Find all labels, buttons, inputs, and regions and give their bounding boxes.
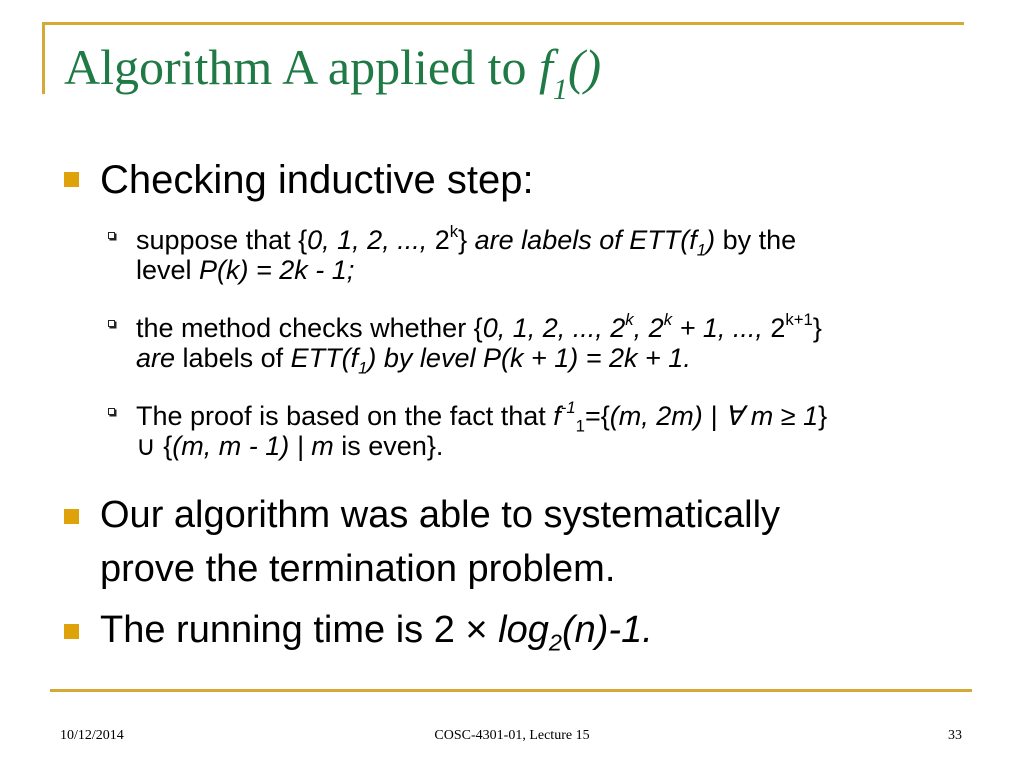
footer-course: COSC-4301-01, Lecture 15 <box>434 728 590 743</box>
bullet-our-algorithm-line2: prove the termination problem. <box>100 548 616 590</box>
bullet-square-icon <box>64 509 79 524</box>
footer-date: 10/12/2014 <box>60 728 124 743</box>
bullet-square-icon <box>64 624 79 639</box>
sub-bullet-icon <box>108 320 115 327</box>
top-rule <box>42 22 964 25</box>
bullet-our-algorithm: Our algorithm was able to systematically <box>100 494 781 536</box>
sub-bullet-icon <box>108 408 115 415</box>
sub-bullet-icon <box>108 232 115 239</box>
left-rule <box>42 22 45 94</box>
bullet-square-icon <box>64 172 79 187</box>
slide-title: Algorithm A applied to $f_1()$ <box>64 39 602 106</box>
sub-bullet-method-checks-line2: are labels of $ETT(f_1)$ by level P(k + 1) = 2k + 1. <box>136 343 691 378</box>
sub-bullet-method-checks: the method checks whether {0, 1, 2, ..., 2$^k$, $2^k + 1$, ..., $2^{k+1}$} <box>136 310 822 343</box>
sub-bullet-proof: The proof is based on the fact that $f^{-1}_1=\{(m$, 2m) | ∀ m ≥ 1} <box>136 398 828 436</box>
footer-page-number: 33 <box>948 728 962 743</box>
sub-bullet-suppose-line2: level P(k) = 2k - 1; <box>136 255 355 285</box>
bullet-checking-inductive-step: Checking inductive step: <box>100 158 534 202</box>
bottom-rule <box>50 689 972 692</box>
sub-bullet-suppose: suppose that {0, 1, 2, ..., 2$^k$} are labels of $ETT(f_1)$ by the <box>136 222 797 260</box>
sub-bullet-proof-line2: ∪ {(m, m - 1) | m is even}. <box>136 431 444 461</box>
bullet-running-time: The running time is $2 \times \log_2(n)-1$. <box>100 609 653 656</box>
